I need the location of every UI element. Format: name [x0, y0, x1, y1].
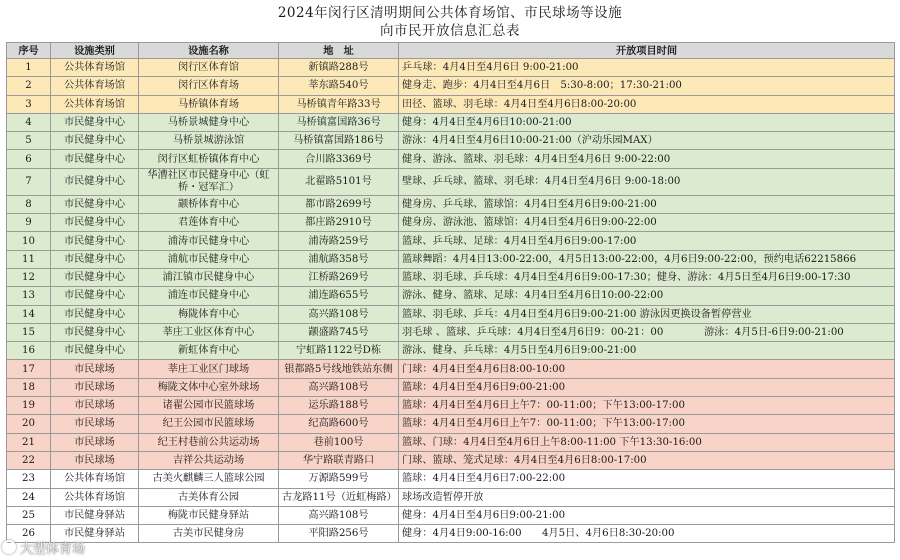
table-row — [7, 59, 895, 77]
cell-items: 健身：4月4日9:00-16:00 4月5日、4月6日8:30-20:00 — [399, 525, 895, 543]
cell-items: 篮球、羽毛球、乒乓：4月4日至4月6日9:00-21:00 游泳因更换设备暂停营业 — [399, 305, 895, 323]
table-row — [7, 132, 895, 150]
cell-address: 高兴路108号 — [279, 305, 399, 323]
cell-address: 都市路2699号 — [279, 195, 399, 213]
cell-address: 马桥镇青年路33号 — [279, 95, 399, 113]
cell-address: 合川路3369号 — [279, 150, 399, 168]
cell-no: 2 — [7, 77, 51, 95]
cell-no: 21 — [7, 433, 51, 451]
watermark-logo-icon — [2, 540, 16, 554]
table-row — [7, 268, 895, 286]
cell-items: 篮球、羽毛球、乒乓球：4月4日至4月6日9:00-17:30；健身、游泳：4月5日至4月6日9:00-17:30 — [399, 268, 895, 286]
cell-items: 门球：4月4日至4月6日8:00-10:00 — [399, 360, 895, 378]
header-no: 序号 — [7, 43, 51, 59]
document-title — [0, 4, 900, 40]
cell-address: 纪高路600号 — [279, 415, 399, 433]
table-header-row — [7, 43, 895, 59]
cell-no: 9 — [7, 214, 51, 232]
cell-items: 羽毛球 、篮球、乒乓球：4月4日至4月6日9：00-21：00 游泳：4月5日-6日9:00-21:00 — [399, 323, 895, 341]
cell-facility-name: 纪王村巷前公共运动场 — [139, 433, 279, 451]
cell-facility-name: 颛桥体育中心 — [139, 195, 279, 213]
cell-category: 市民健身中心 — [51, 150, 139, 168]
cell-no: 26 — [7, 525, 51, 543]
table-row — [7, 232, 895, 250]
cell-items: 健身：4月4日至4月6日10:00-21:00 — [399, 113, 895, 131]
watermark-text: 大型体育场 — [20, 541, 86, 557]
cell-facility-name: 马桥景城健身中心 — [139, 113, 279, 131]
cell-category: 市民健身中心 — [51, 195, 139, 213]
cell-items: 游泳：4月4日至4月6日10:00-21:00（沪动乐园MAX） — [399, 132, 895, 150]
cell-facility-name: 莘庄工业区门球场 — [139, 360, 279, 378]
cell-items: 球场改造暂停开放 — [399, 488, 895, 506]
cell-facility-name: 闵行区虹桥镇体育中心 — [139, 150, 279, 168]
cell-facility-name: 古美体育公园 — [139, 488, 279, 506]
cell-facility-name: 闵行区体育场 — [139, 77, 279, 95]
cell-no: 24 — [7, 488, 51, 506]
cell-facility-name: 吉祥公共运动场 — [139, 451, 279, 469]
cell-items: 门球、篮球、笼式足球：4月4日至4月6日8:00-17:00 — [399, 451, 895, 469]
cell-address: 银都路5号线地铁站东侧 — [279, 360, 399, 378]
cell-category: 市民健身驿站 — [51, 506, 139, 524]
cell-category: 公共体育场馆 — [51, 59, 139, 77]
cell-no: 1 — [7, 59, 51, 77]
cell-no: 3 — [7, 95, 51, 113]
cell-items: 健身：4月4日至4月6日9:00-21:00 — [399, 506, 895, 524]
cell-address: 马桥镇富国路186号 — [279, 132, 399, 150]
cell-no: 6 — [7, 150, 51, 168]
title-line-1: 2024年闵行区清明期间公共体育场馆、市民球场等设施 — [277, 5, 623, 21]
cell-category: 市民健身驿站 — [51, 525, 139, 543]
table-row — [7, 360, 895, 378]
cell-no: 13 — [7, 287, 51, 305]
cell-facility-name: 马桥景城游泳馆 — [139, 132, 279, 150]
cell-facility-name: 梅陇文体中心室外球场 — [139, 378, 279, 396]
cell-category: 公共体育场馆 — [51, 470, 139, 488]
table-row — [7, 470, 895, 488]
table-row — [7, 77, 895, 95]
cell-category: 公共体育场馆 — [51, 77, 139, 95]
cell-no: 7 — [7, 168, 51, 195]
cell-facility-name: 莘庄工业区体育中心 — [139, 323, 279, 341]
cell-no: 12 — [7, 268, 51, 286]
cell-facility-name: 浦连市民健身中心 — [139, 287, 279, 305]
cell-facility-name: 浦江镇市民健身中心 — [139, 268, 279, 286]
cell-category: 市民健身中心 — [51, 342, 139, 360]
cell-items: 篮球：4月4日至4月6日9:00-21:00 — [399, 378, 895, 396]
cell-category: 市民球场 — [51, 433, 139, 451]
cell-address: 高兴路108号 — [279, 506, 399, 524]
cell-no: 16 — [7, 342, 51, 360]
cell-address: 古龙路11号（近虹梅路） — [279, 488, 399, 506]
cell-facility-name: 古美火麒麟三人篮球公园 — [139, 470, 279, 488]
table-row — [7, 305, 895, 323]
cell-no: 15 — [7, 323, 51, 341]
cell-items: 健身房、游泳池、篮球馆：4月4日至4月6日9:00-22:00 — [399, 214, 895, 232]
cell-address: 莘东路540号 — [279, 77, 399, 95]
cell-facility-name: 闵行区体育馆 — [139, 59, 279, 77]
cell-items: 篮球：4月4日至4月6日7:00-22:00 — [399, 470, 895, 488]
table-row — [7, 378, 895, 396]
cell-address: 马桥镇富国路36号 — [279, 113, 399, 131]
cell-address: 运乐路188号 — [279, 397, 399, 415]
cell-category: 市民健身中心 — [51, 323, 139, 341]
cell-address: 高兴路108号 — [279, 378, 399, 396]
cell-items: 游泳、健身、乒乓球：4月5日至4月6日9:00-21:00 — [399, 342, 895, 360]
cell-category: 市民健身中心 — [51, 305, 139, 323]
cell-items: 篮球、门球：4月4日至4月6日上午8:00-11:00 下午13:30-16:00 — [399, 433, 895, 451]
cell-address: 万源路599号 — [279, 470, 399, 488]
cell-category: 市民球场 — [51, 415, 139, 433]
table-row — [7, 451, 895, 469]
cell-no: 22 — [7, 451, 51, 469]
cell-facility-name: 梅陇市民健身驿站 — [139, 506, 279, 524]
cell-address: 华宁路联青路口 — [279, 451, 399, 469]
cell-items: 健身、游泳、篮球、羽毛球：4月4日至4月6日 9:00-22:00 — [399, 150, 895, 168]
watermark — [2, 536, 112, 558]
cell-items: 篮球、乒乓球、足球：4月4日至4月6日9:00-17:00 — [399, 232, 895, 250]
cell-no: 20 — [7, 415, 51, 433]
table-row — [7, 488, 895, 506]
table-row — [7, 397, 895, 415]
cell-category: 公共体育场馆 — [51, 95, 139, 113]
cell-address: 浦连路655号 — [279, 287, 399, 305]
table-row — [7, 323, 895, 341]
cell-no: 19 — [7, 397, 51, 415]
cell-no: 17 — [7, 360, 51, 378]
cell-category: 市民球场 — [51, 451, 139, 469]
cell-facility-name: 古美市民健身房 — [139, 525, 279, 543]
cell-facility-name: 浦航市民健身中心 — [139, 250, 279, 268]
title-line-2: 向市民开放信息汇总表 — [380, 23, 520, 39]
cell-items: 健身房、乒乓球、篮球馆：4月4日至4月6日9:00-21:00 — [399, 195, 895, 213]
cell-facility-name: 新虹体育中心 — [139, 342, 279, 360]
table-row — [7, 95, 895, 113]
cell-facility-name: 马桥镇体育场 — [139, 95, 279, 113]
cell-category: 市民健身中心 — [51, 132, 139, 150]
cell-category: 市民健身中心 — [51, 268, 139, 286]
cell-facility-name: 浦涛市民健身中心 — [139, 232, 279, 250]
table-body — [7, 59, 895, 543]
cell-items: 乒乓球：4月4日至4月6日 9:00-21:00 — [399, 59, 895, 77]
cell-address: 浦航路358号 — [279, 250, 399, 268]
header-name: 设施名称 — [139, 43, 279, 59]
header-address: 地 址 — [279, 43, 399, 59]
cell-category: 市民健身中心 — [51, 232, 139, 250]
cell-category: 市民球场 — [51, 378, 139, 396]
cell-category: 市民健身中心 — [51, 250, 139, 268]
cell-no: 10 — [7, 232, 51, 250]
cell-items: 篮球舞蹈：4月4日13:00-22:00，4月5日13:00-22:00，4月6日9:00-22:00，预约电话62215866 — [399, 250, 895, 268]
header-category: 设施类别 — [51, 43, 139, 59]
cell-no: 4 — [7, 113, 51, 131]
cell-no: 14 — [7, 305, 51, 323]
cell-facility-name: 纪王公园市民篮球场 — [139, 415, 279, 433]
cell-items: 田径、篮球、羽毛球：4月4日至4月6日8:00-20:00 — [399, 95, 895, 113]
cell-no: 11 — [7, 250, 51, 268]
table-row — [7, 113, 895, 131]
table-row — [7, 342, 895, 360]
cell-facility-name: 诸翟公园市民篮球场 — [139, 397, 279, 415]
cell-no: 18 — [7, 378, 51, 396]
cell-no: 23 — [7, 470, 51, 488]
cell-category: 市民健身中心 — [51, 168, 139, 195]
cell-items: 健身走、跑步：4月4日至4月6日 5:30-8:00；17:30-21:00 — [399, 77, 895, 95]
cell-category: 公共体育场馆 — [51, 488, 139, 506]
cell-address: 颛盛路745号 — [279, 323, 399, 341]
table-row — [7, 433, 895, 451]
cell-items: 壁球、乒乓球、篮球、羽毛球：4月4日至4月6日 9:00-18:00 — [399, 168, 895, 195]
table-row — [7, 506, 895, 524]
cell-address: 宁虹路1122号D栋 — [279, 342, 399, 360]
cell-facility-name: 华漕社区市民健身中心（虹桥・冠军汇） — [139, 168, 279, 195]
table-row — [7, 214, 895, 232]
cell-facility-name: 梅陇体育中心 — [139, 305, 279, 323]
cell-address: 平阳路256号 — [279, 525, 399, 543]
cell-items: 游泳、健身、篮球、足球：4月4日至4月6日10:00-22:00 — [399, 287, 895, 305]
cell-category: 市民健身中心 — [51, 113, 139, 131]
cell-address: 浦涛路259号 — [279, 232, 399, 250]
cell-category: 市民球场 — [51, 360, 139, 378]
cell-items: 篮球：4月4日至4月6日上午7：00-11:00；下午13:00-17:00 — [399, 397, 895, 415]
cell-no: 5 — [7, 132, 51, 150]
cell-facility-name: 君莲体育中心 — [139, 214, 279, 232]
table-row — [7, 525, 895, 543]
cell-address: 都庄路2910号 — [279, 214, 399, 232]
table-row — [7, 168, 895, 195]
table-row — [7, 415, 895, 433]
cell-no: 8 — [7, 195, 51, 213]
table-row — [7, 287, 895, 305]
cell-items: 篮球：4月4日至4月6日上午7：00-11:00；下午13:00-17:00 — [399, 415, 895, 433]
cell-category: 市民健身中心 — [51, 287, 139, 305]
cell-address: 巷前100号 — [279, 433, 399, 451]
table-row — [7, 150, 895, 168]
cell-category: 市民球场 — [51, 397, 139, 415]
header-items: 开放项目时间 — [399, 43, 895, 59]
cell-category: 市民健身中心 — [51, 214, 139, 232]
cell-address: 江桥路269号 — [279, 268, 399, 286]
table-row — [7, 250, 895, 268]
cell-address: 北翟路5101号 — [279, 168, 399, 195]
facility-table — [6, 42, 895, 543]
cell-address: 新镇路288号 — [279, 59, 399, 77]
table-row — [7, 195, 895, 213]
cell-no: 25 — [7, 506, 51, 524]
